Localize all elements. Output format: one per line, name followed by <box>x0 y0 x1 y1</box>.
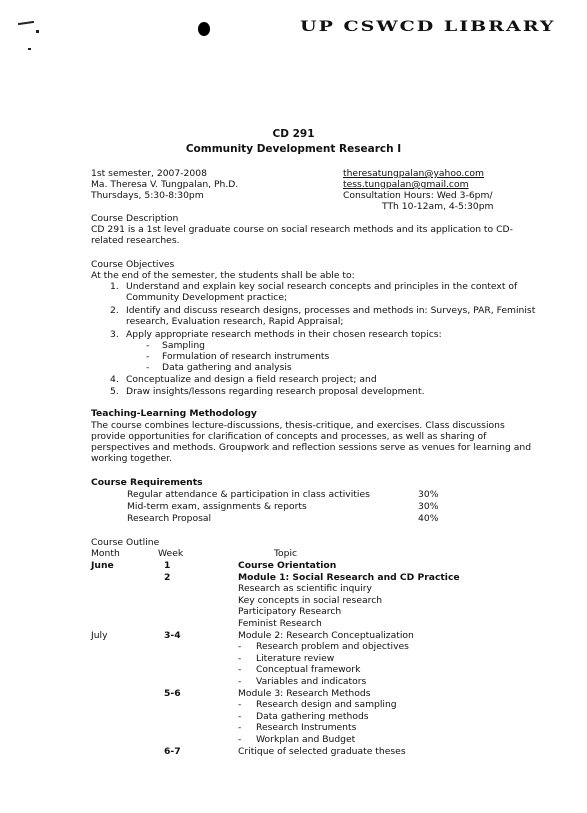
course-title: Community Development Research I <box>185 143 402 155</box>
outline-topic: Key concepts in social research <box>238 594 383 606</box>
objectives-intro: At the end of the semester, the students shall be able to: <box>91 270 355 281</box>
objective-item: 3. Apply appropriate research methods in their chosen research topics: <box>110 329 442 340</box>
bullet-dash: - <box>238 722 242 734</box>
outline-topic: Research Instruments <box>256 722 357 734</box>
punch-hole-icon <box>198 22 210 36</box>
semester: 1st semester, 2007-2008 <box>91 168 207 179</box>
methodology-text: working together. <box>91 453 172 464</box>
requirements-heading: Course Requirements <box>91 477 203 488</box>
bullet-dash: - <box>238 676 242 687</box>
library-stamp: UP CSWCD LIBRARY <box>300 18 556 35</box>
objective-item: 5. Draw insights/lessons regarding research proposal development. <box>110 386 425 397</box>
objectives-heading: Course Objectives <box>91 259 175 270</box>
outline-topic: Workplan and Budget <box>256 734 356 745</box>
outline-topic: Module 3: Research Methods <box>238 687 371 699</box>
consultation-hours: TTh 10-12am, 4-5:30pm <box>382 201 494 212</box>
outline-topic: Research as scientific inquiry <box>238 583 372 595</box>
outline-week: 6-7 <box>164 745 181 757</box>
outline-topic: Course Orientation <box>238 560 337 571</box>
description-text: CD 291 is a 1st level graduate course on social research methods and its application to CD- <box>91 224 513 235</box>
outline-week: 5-6 <box>164 687 181 699</box>
objective-item: 2. Identify and discuss research designs, processes and methods in: Surveys, PAR, Feminist <box>110 305 536 316</box>
outline-topic: Module 2: Research Conceptualization <box>238 629 414 641</box>
outline-week: 2 <box>164 571 171 583</box>
outline-topic: Module 1: Social Research and CD Practice <box>238 571 460 583</box>
bullet-dash: - <box>238 734 242 745</box>
outline-topic: Variables and indicators <box>256 676 367 687</box>
objective-subitem: - Sampling <box>146 340 206 351</box>
instructor: Ma. Theresa V. Tungpalan, Ph.D. <box>91 179 239 190</box>
outline-month: June <box>91 560 114 571</box>
requirement-pct: 30% <box>418 489 439 500</box>
schedule: Thursdays, 5:30-8:30pm <box>91 190 204 201</box>
requirement-pct: 40% <box>418 513 439 524</box>
scan-mark <box>28 48 31 50</box>
requirement-pct: 30% <box>418 501 439 512</box>
outline-week: 1 <box>164 560 171 571</box>
bullet-dash: - <box>238 664 242 676</box>
outline-topic: Data gathering methods <box>256 710 369 722</box>
outline-topic: Conceptual framework <box>256 664 361 676</box>
outline-topic: Research problem and objectives <box>256 641 409 653</box>
scan-mark <box>18 21 34 25</box>
objective-subitem: - Data gathering and analysis <box>146 362 292 373</box>
objective-item: 4. Conceptualize and design a field research project; and <box>110 374 377 385</box>
outline-col-week: Week <box>158 548 184 559</box>
outline-month: July <box>91 629 108 641</box>
bullet-dash: - <box>238 710 242 722</box>
outline-topic: Research design and sampling <box>256 699 397 711</box>
outline-topic: Feminist Research <box>238 618 322 629</box>
bullet-dash: - <box>238 699 242 711</box>
objective-item: research, Evaluation research, Rapid Appraisal; <box>126 316 344 327</box>
objective-item: Community Development practice; <box>126 292 288 303</box>
outline-heading: Course Outline <box>91 537 160 548</box>
outline-topic: Participatory Research <box>238 606 342 618</box>
outline-topic: Literature review <box>256 652 335 664</box>
outline-week: 3-4 <box>164 629 181 641</box>
bullet-dash: - <box>238 641 242 653</box>
scan-mark <box>36 30 39 33</box>
outline-topic: Critique of selected graduate theses <box>238 745 406 757</box>
methodology-text: provide opportunities for clarification of concepts and processes, as well as sharing of <box>91 431 487 442</box>
bullet-dash: - <box>238 652 242 664</box>
requirement-label: Regular attendance & participation in class activities <box>127 489 370 500</box>
requirement-label: Research Proposal <box>127 513 212 524</box>
objective-item: 1. Understand and explain key social research concepts and principles in the context of <box>110 281 518 292</box>
email-link[interactable]: theresatungpalan@yahoo.com <box>343 168 484 179</box>
email-link[interactable]: tess.tungpalan@gmail.com <box>343 179 469 190</box>
methodology-heading: Teaching-Learning Methodology <box>91 408 257 419</box>
course-code: CD 291 <box>272 128 315 140</box>
outline-col-topic: Topic <box>274 548 298 559</box>
description-text: related researches. <box>91 235 180 246</box>
requirement-label: Mid-term exam, assignments & reports <box>127 501 307 512</box>
description-heading: Course Description <box>91 213 179 224</box>
methodology-text: perspectives and methods. Groupwork and reflection sessions serve as venues for learning and <box>91 442 532 453</box>
consultation-hours: Consultation Hours: Wed 3-6pm/ <box>343 190 493 201</box>
outline-col-month: Month <box>91 548 120 559</box>
methodology-text: The course combines lecture-discussions, thesis-critique, and exercises. Class discussions <box>91 420 505 431</box>
objective-subitem: - Formulation of research instruments <box>146 351 330 362</box>
